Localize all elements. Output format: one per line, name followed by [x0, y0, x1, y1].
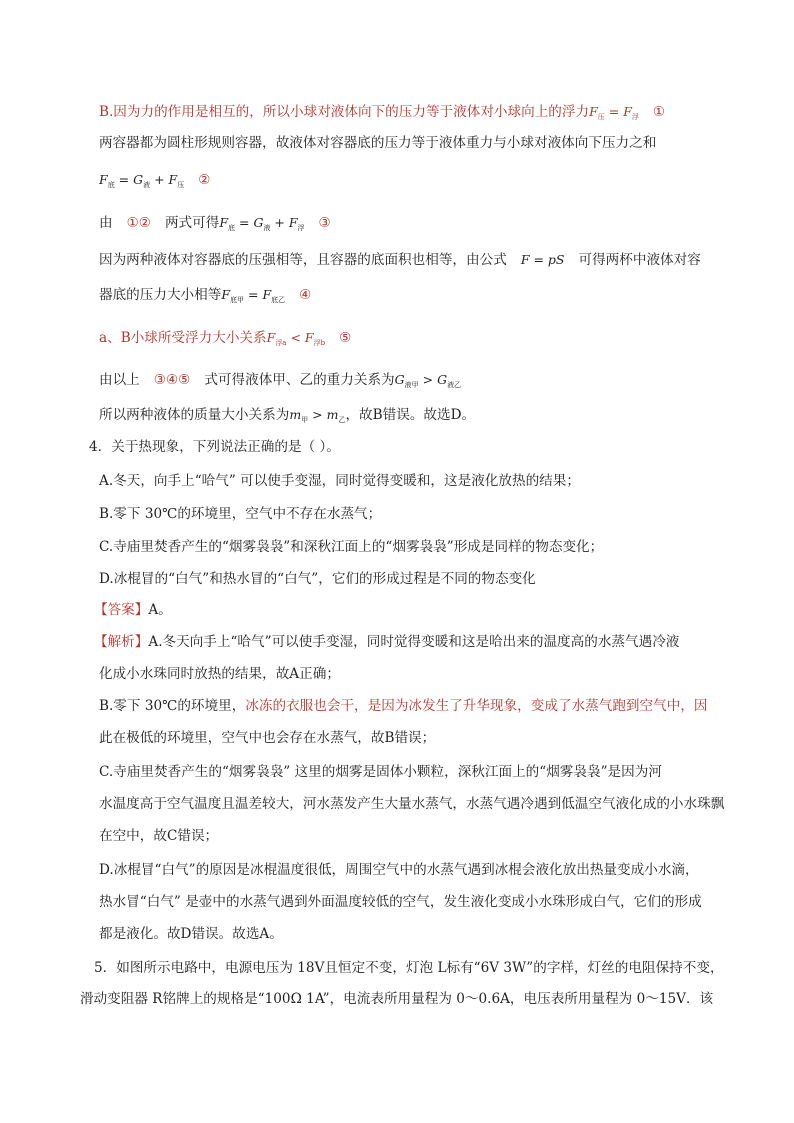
explanation-line-5: C.寺庙里焚香产生的“烟雾袅袅” 这里的烟雾是固体小颗粒，深秋江面上的“烟雾袅袅”是因为河 [99, 764, 662, 780]
formula-6: $F_{浮a} < F_{浮b}$ [266, 330, 326, 347]
formula-8: $m_甲 > m_乙$ [289, 407, 346, 424]
explanation-line-8: D.冰棍冒“白气”的原因是冰棍温度很低，周围空气中的水蒸气遇到冰棍会液化放出热量变成小水滴， [99, 862, 699, 878]
line-1-text: B.因为力的作用是相互的，所以小球对液体向下的压力等于液体对小球向上的浮力 [99, 104, 590, 120]
text-line-2: 两容器都为圆柱形规则容器，故液体对容器底的压力等于液体重力与小球对液体向下压力之和 [99, 135, 657, 151]
explanation-line-4: 此在极低的环境里，空气中也会存在水蒸气，故B错误； [99, 730, 436, 746]
answer-label: 【答案】 [94, 602, 149, 618]
text-line-3 [99, 170, 210, 195]
formula-4: F = pS [520, 252, 565, 267]
option-b: B.零下 30℃的环境里，空气中不存在水蒸气； [99, 506, 382, 522]
text-line-5: 因为两种液体对容器底的压强相等，且容器的底面积也相等，由公式 F = pS 可得两杯中液体对容 [99, 252, 701, 268]
formula-5: $F_{底甲} = F_{底乙}$ [221, 287, 286, 304]
option-a: A.冬天，向手上“哈气” 可以使手变湿，同时觉得变暖和，这是液化放热的结果； [99, 473, 580, 489]
explanation-line-1: 【解析】A.冬天向手上“哈气”可以使手变湿，同时觉得变暖和这是哈出来的温度高的水蒸气遇冷液 [94, 634, 680, 650]
text-line-1 [99, 102, 665, 127]
explanation-line-3: B.零下 30℃的环境里，冰冻的衣服也会干，是因为冰发生了升华现象，变成了水蒸气跑到空气中，因 [99, 698, 708, 714]
question-4-stem: 4．关于热现象，下列说法正确的是（ ）。 [89, 439, 340, 455]
mark-2: ② [198, 172, 211, 188]
text-line-6: 器底的压力大小相等$F_{底甲} = F_{底乙}$ ④ [99, 287, 312, 304]
text-line-7: a、B小球所受浮力大小关系$F_{浮a} < F_{浮b}$ ⑤ [99, 330, 352, 347]
mark-3: ③ [318, 215, 331, 231]
explanation-label: 【解析】 [94, 634, 149, 650]
mark-5: ⑤ [339, 330, 352, 346]
question-5-line-2: 滑动变阻器 R铭牌上的规格是“100Ω 1A”，电流表所用量程为 0～0.6A，电压表所用量程为 0～15V．该 [80, 991, 714, 1007]
text-line-4: 由 ①② 两式可得$F_底 = G_液 + F_浮$ ③ [99, 215, 331, 232]
answer-line [94, 600, 172, 620]
formula-1: $F_压 = F_浮$ [589, 104, 639, 121]
text-line-8: 由以上 ③④⑤ 式可得液体甲、乙的重力关系为$G_{液甲} > G_{液乙}$ [99, 372, 462, 389]
formula-3: $F_底 = G_液 + F_浮$ [219, 215, 305, 232]
mark-4: ④ [299, 287, 312, 303]
option-d: D.冰棍冒的“白气”和热水冒的“白气”，它们的形成过程是不同的物态变化 [99, 571, 536, 587]
explanation-line-7: 在空中，故C错误； [99, 828, 219, 844]
mark-1: ① [652, 104, 666, 120]
answer-value: A。 [148, 602, 172, 618]
formula-7: $G_{液甲} > G_{液乙}$ [394, 372, 462, 389]
question-5-line-1: 5．如图所示电路中，电源电压为 18V且恒定不变，灯泡 L标有“6V 3W”的字样，灯丝的电阻保持不变， [94, 960, 724, 976]
explanation-line-10: 都是液化。故D错误。故选A。 [99, 926, 283, 942]
explanation-line-9: 热水冒“白气” 是壶中的水蒸气遇到外面温度较低的空气，发生液化变成小水珠形成白气，它们的形成 [99, 894, 702, 910]
text-line-9: 所以两种液体的质量大小关系为$m_甲 > m_乙$，故B错误。故选D。 [99, 407, 476, 424]
explanation-line-2: 化成小水珠同时放热的结果，故A正确； [99, 666, 340, 682]
option-c: C.寺庙里焚香产生的“烟雾袅袅”和深秋江面上的“烟雾袅袅”形成是同样的物态变化； [99, 539, 604, 555]
formula-2: $F_底 = G_液 + F_压$ [99, 172, 185, 189]
explanation-line-6: 水温度高于空气温度且温差较大，河水蒸发产生大量水蒸气，水蒸气遇冷遇到低温空气液化成的小水珠飘 [99, 796, 725, 812]
